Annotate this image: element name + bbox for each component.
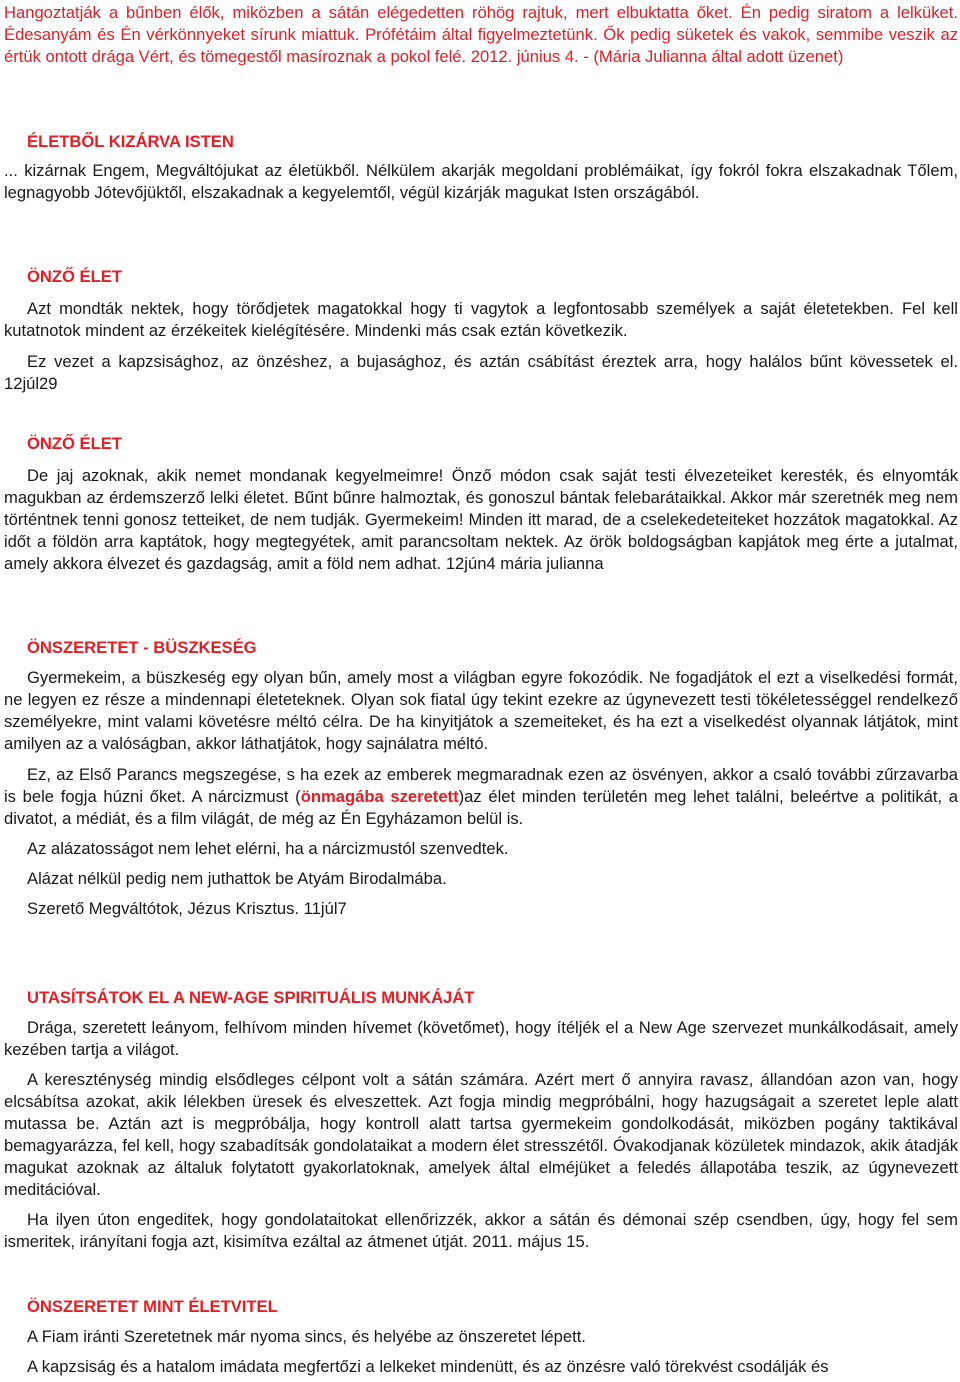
- section-heading: ÖNZŐ ÉLET: [27, 267, 122, 286]
- section-heading: ÖNSZERETET MINT ÉLETVITEL: [27, 1297, 278, 1316]
- section-paragraph: Az alázatosságot nem lehet elérni, ha a nárcizmustól szenvedtek.: [27, 839, 509, 858]
- section-heading: ÖNZŐ ÉLET: [27, 434, 122, 453]
- section-onzo-elet-2: [4, 433, 958, 575]
- section-onzo-elet-1: [4, 266, 958, 395]
- section-onszeretet-eletvitel: [4, 1296, 958, 1378]
- section-paragraph: Ha ilyen úton engeditek, hogy gondolataitokat ellenőrizzék, akkor a sátán és démonai szép csendben, úgy, hogy fel sem ismeritek, irányítani fogja azt, kisimítva ezáltal az átmenet útját. 2011. május 15.: [4, 1210, 958, 1251]
- section-paragraph-narcizmus: [4, 764, 958, 830]
- section-paragraph: A Fiam iránti Szeretetnek már nyoma sincs, és helyébe az önszeretet lépett.: [27, 1327, 586, 1346]
- intro-paragraph: Hangoztatják a bűnben élők, miközben a sátán elégedetten röhög rajtuk, mert elbuktatta őket. Én pedig siratom a lelküket. Édesanyám és Én vérkönnyeket sírunk miattuk. Prófétáim által figyelmeztetünk. Ők pedig süketek és vakok, semmibe veszik az értük ontott drága Vért, és tömegestől masíroznak a pokol felé. 2012. június 4. - (Mária Julianna által adott üzenet): [4, 3, 958, 66]
- paragraph-text: )az élet minden területén meg lehet találni, beleértve a politikát, a divatot, a médiát, és a film világát, de még az Én Egyházamon belül is.: [4, 787, 959, 828]
- section-paragraph: A kapzsiság és a hatalom imádata megfertőzi a lelkeket mindenütt, és az önzésre való törekvést csodálják és: [27, 1357, 829, 1376]
- section-paragraph: Alázat nélkül pedig nem juthattok be Atyám Birodalmába.: [27, 869, 447, 888]
- section-paragraph: De jaj azoknak, akik nemet mondanak kegyelmeimre! Önző módon csak saját testi élvezeteiket keresték, és elnyomták magukban az érdemszerző lelki életet. Bűnt bűnre halmoztak, és gonoszul bántak felebarátaikkal. Akkor már szeretnék meg nem történtnek tenni gonosz tetteiket, de nem tudják. Gyermekeim! Minden itt marad, de a cselekedeteiteket hozzátok magatokkal. Az időt a földön arra kaptátok, hogy megtegyétek, amit parancsoltam nektek. Az örök boldogságban kapjátok meg érte a jutalmat, amely akkora élvezet és gazdagság, amit a föld nem adhat. 12jún4 mária julianna: [4, 466, 958, 573]
- section-signature: Szerető Megváltótok, Jézus Krisztus. 11júl7: [27, 899, 347, 918]
- section-paragraph: ... kizárnak Engem, Megváltójukat az életükből. Nélkülem akarják megoldani problémáikat, így fokról fokra elszakadnak Tőlem, legnagyobb Jótevőjüktől, elszakadnak a kegyelemtől, végül kizárják magukat Isten országából.: [4, 161, 958, 202]
- section-onszeretet-buszkeseg: [4, 637, 958, 920]
- section-heading: UTASÍTSÁTOK EL A NEW-AGE SPIRITUÁLIS MUNKÁJÁT: [27, 988, 475, 1007]
- paragraph-text: Ez, az Első Parancs megszegése, s ha ezek az emberek megmaradnak ezen az ösvényen, akkor a csaló további zűrzavarba is bele fogja húzni őket. A nárcizmust (: [4, 765, 958, 806]
- highlight-text: önmagába szeretett: [300, 787, 459, 806]
- section-paragraph: Ez vezet a kapzsisághoz, az önzéshez, a bujasághoz, és aztán csábítást éreztek arra, hogy halálos bűnt kövessetek el. 12júl29: [4, 352, 958, 393]
- section-new-age: [4, 987, 958, 1253]
- section-paragraph: Gyermekeim, a büszkeség egy olyan bűn, amely most a világban egyre fokozódik. Ne fogadjátok el ezt a viselkedési formát, ne legyen ez része a mindennapi életeteknek. Olyan sok fiatal úgy tekint ezekre az úgynevezett testi tökéletességgel rendelkező személyekre, mint valami követésre méltó célra. De ha kinyitjátok a szemeiteket, és ha ezt a viselkedést olyannak látjátok, mint amilyen az a valóságban, akkor láthatjátok, hogy sajnálatra méltó.: [4, 668, 958, 753]
- section-paragraph: Drága, szeretett leányom, felhívom minden hívemet (követőmet), hogy ítéljék el a New Age szervezet munkálkodásait, amely kezében tartja a világot.: [4, 1018, 958, 1059]
- section-heading: ÖNSZERETET - BÜSZKESÉG: [27, 638, 257, 657]
- section-eletbol-kizarva: [4, 131, 958, 204]
- section-paragraph: Azt mondták nektek, hogy törődjetek magatokkal hogy ti vagytok a legfontosabb személyek a saját életetekben. Fel kell kutatnotok mindent az érzékeitek kielégítésére. Mindenki más csak eztán következik.: [4, 299, 958, 340]
- section-paragraph: A kereszténység mindig elsődleges célpont volt a sátán számára. Azért mert ő annyira ravasz, állandóan azon van, hogy elcsábítsa azokat, akik lélekben üresek és elveszettek. Azt fogja mindig megpróbálni, hogy hazugságait a szeretet leple alatt mutassa be. Aztán azt is megpróbálja, hogy kontroll alatt tartsa gyermekeim gondolkodását, miközben pogány taktikával bemagyarázza, fel kell, hogy szabadítsák gondolataikat a modern élet stresszétől. Óvakodjanak közületek mindazok, akik átadják magukat azoknak az általuk folytatott gyakorlatoknak, amelyek által elméjüket a feledés állapotába teszik, az úgynevezett meditációval.: [4, 1070, 958, 1199]
- section-heading: ÉLETBŐL KIZÁRVA ISTEN: [27, 132, 234, 151]
- intro-block: [4, 2, 958, 68]
